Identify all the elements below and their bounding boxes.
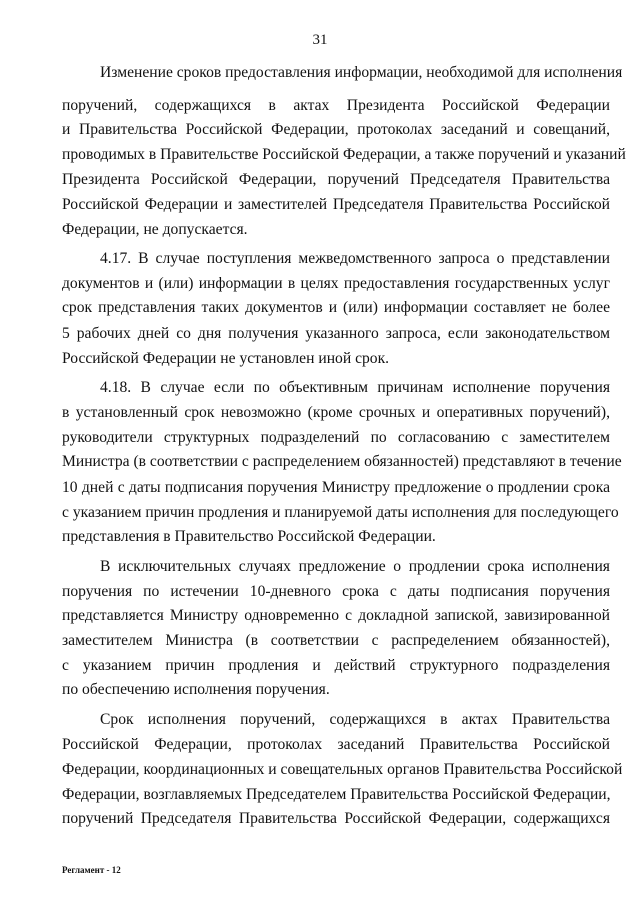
paragraph-3-line-5: 10 дней с даты подписания поручения Министру предложение о продлении срока <box>62 479 610 496</box>
paragraph-2-line-1: 4.17. В случае поступления межведомственного запроса о представлении <box>100 250 610 267</box>
paragraph-4-line-3: представляется Министру одновременно с докладной запиской, завизированной <box>62 607 610 624</box>
paragraph-3-line-7: представления в Правительство Российской Федерации. <box>62 528 436 545</box>
paragraph-4-line-2: поручения по истечении 10-дневного срока с даты подписания поручения <box>62 583 610 600</box>
paragraph-5-line-1: Срок исполнения поручений, содержащихся в актах Правительства <box>100 711 610 728</box>
paragraph-3-line-1: 4.18. В случае если по объективным причинам исполнение поручения <box>100 379 610 396</box>
paragraph-1-line-5: Президента Российской Федерации, поручений Председателя Правительства <box>62 171 610 188</box>
paragraph-2-line-2: документов и (или) информации в целях предоставления государственных услуг <box>62 275 610 292</box>
paragraph-4-line-4: заместителем Министра (в соответствии с распределением обязанностей), <box>62 632 610 649</box>
paragraph-4-line-5: с указанием причин продления и действий структурного подразделения <box>62 657 610 674</box>
paragraph-1-line-2: поручений, содержащихся в актах Президента Российской Федерации <box>62 97 610 114</box>
paragraph-1-line-1: Изменение сроков предоставления информации, необходимой для исполнения <box>100 64 623 81</box>
paragraph-2-line-3: срок представления таких документов и (или) информации составляет не более <box>62 299 610 316</box>
paragraph-5-line-2: Российской Федерации, протоколах заседаний Правительства Российской <box>62 736 610 753</box>
paragraph-1-line-3: и Правительства Российской Федерации, протоколах заседаний и совещаний, <box>62 121 610 138</box>
paragraph-5-line-4: Федерации, возглавляемых Председателем Правительства Российской Федерации, <box>62 786 611 803</box>
page-footer: Регламент - 12 <box>62 865 121 875</box>
paragraph-5-line-3: Федерации, координационных и совещательных органов Правительства Российской <box>62 761 623 778</box>
paragraph-3-line-6: с указанием причин продления и планируемой даты исполнения для последующего <box>62 504 619 521</box>
paragraph-3-line-3: руководители структурных подразделений по согласованию с заместителем <box>62 429 610 446</box>
paragraph-5-line-5: поручений Председателя Правительства Российской Федерации, содержащихся <box>62 810 610 827</box>
paragraph-4-line-1: В исключительных случаях предложение о продлении срока исполнения <box>100 558 610 575</box>
paragraph-2-line-5: Российской Федерации не установлен иной срок. <box>62 350 390 367</box>
paragraph-1-line-6: Российской Федерации и заместителей Председателя Правительства Российской <box>62 196 610 213</box>
paragraph-1-line-7: Федерации, не допускается. <box>62 221 248 238</box>
page-number: 31 <box>312 32 328 48</box>
paragraph-3-line-4: Министра (в соответствии с распределением обязанностей) представляют в течение <box>62 453 622 470</box>
paragraph-4-line-6: по обеспечению исполнения поручения. <box>62 681 330 698</box>
paragraph-1-line-4: проводимых в Правительстве Российской Федерации, а также поручений и указаний <box>62 146 626 163</box>
paragraph-3-line-2: в установленный срок невозможно (кроме срочных и оперативных поручений), <box>62 404 610 421</box>
paragraph-2-line-4: 5 рабочих дней со дня получения указанного запроса, если законодательством <box>62 325 610 342</box>
